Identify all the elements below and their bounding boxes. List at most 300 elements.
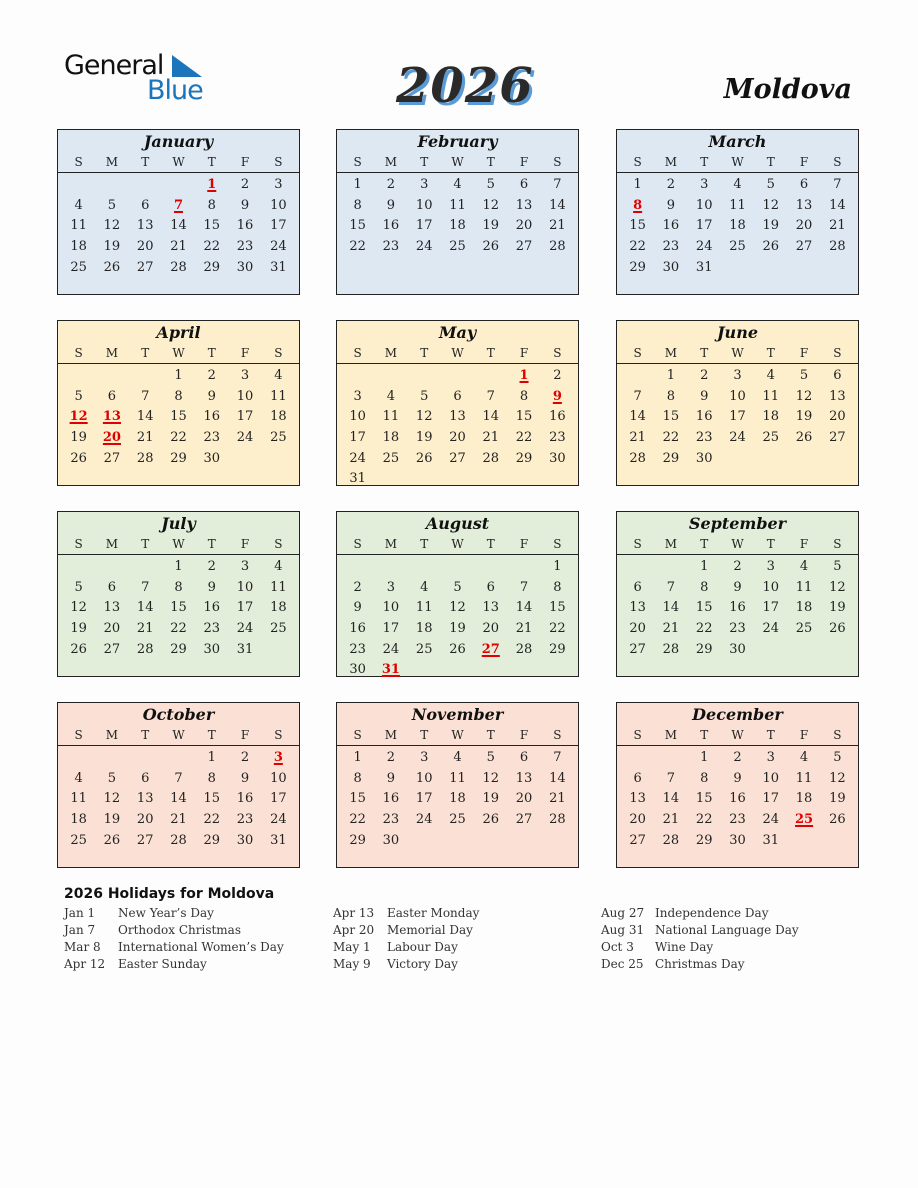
day-cell: 7 [519,579,529,595]
weekday-label: W [731,346,744,360]
day-cell: 10 [415,197,433,213]
day-cell: 18 [382,430,400,446]
month-name: June [716,323,758,342]
holiday-date: Aug 27 [601,906,645,920]
holiday-date: Apr 13 [333,906,375,920]
day-cell: 14 [482,409,500,425]
day-cell: 18 [795,791,813,807]
day-cell: 12 [103,791,121,807]
weekday-label: M [664,537,678,551]
weekday-label: T [207,346,216,360]
weekday-label: T [766,346,775,360]
day-cell: 17 [729,409,746,425]
weekday-header [337,343,578,364]
holiday-column [64,906,284,974]
weekday-label: T [486,155,495,169]
month-november [336,702,579,868]
holiday-row [64,940,284,957]
day-cell: 18 [449,791,466,807]
weekday-label: S [74,155,83,169]
day-cell: 24 [415,812,433,828]
day-cell: 6 [633,770,642,786]
holiday-day: 31 [381,662,400,678]
weekday-label: T [141,155,150,169]
day-cell: 20 [795,218,813,234]
weekday-label: T [141,537,150,551]
holiday-day: 1 [207,177,217,192]
weekday-label: F [240,346,250,360]
day-cell: 20 [136,239,154,255]
day-cell: 14 [515,600,533,616]
day-cell: 28 [170,832,187,848]
day-cell: 14 [170,791,187,807]
day-cell: 23 [695,430,713,446]
holiday-day: 8 [633,197,643,213]
holiday-row [601,940,799,957]
empty-cell [95,557,128,578]
day-cell: 5 [453,579,462,595]
empty-cell [95,748,128,769]
year-title: 2026 [396,58,534,114]
weekday-header [337,534,578,555]
day-cell: 10 [762,579,780,595]
empty-cell [507,557,540,578]
day-cell: 16 [203,409,221,425]
holiday-row [601,923,799,940]
day-cell: 10 [415,770,433,786]
day-cell: 1 [553,559,562,574]
day-cell: 25 [729,239,746,255]
day-cell: 23 [203,621,221,637]
logo-triangle-icon [172,55,202,77]
day-cell: 22 [203,239,221,255]
day-grid [58,746,299,851]
day-cell: 12 [795,388,813,404]
day-cell: 26 [103,259,121,275]
day-cell: 17 [270,791,287,807]
day-cell: 6 [107,388,117,404]
day-cell: 10 [382,600,400,616]
holiday-date: Dec 25 [601,957,644,971]
day-cell: 9 [207,579,216,595]
weekday-label: S [274,346,283,360]
weekday-label: F [519,155,529,169]
day-cell: 18 [762,409,780,425]
day-cell: 28 [515,641,533,657]
day-cell: 1 [633,177,642,192]
day-cell: 7 [553,177,562,192]
weekday-label: F [240,728,250,742]
day-cell: 22 [662,430,680,446]
day-cell: 27 [103,641,121,657]
empty-cell [654,557,687,578]
day-grid [617,364,858,469]
day-cell: 3 [420,177,429,192]
weekday-label: F [519,346,529,360]
holiday-column [601,906,799,974]
weekday-header [337,152,578,173]
day-cell: 28 [549,812,566,828]
day-cell: 21 [170,812,187,828]
day-grid [337,555,578,681]
day-cell: 5 [799,368,809,383]
day-cell: 3 [240,559,250,574]
day-cell: 15 [170,600,187,616]
empty-cell [129,366,162,387]
day-cell: 17 [349,430,366,446]
day-cell: 21 [136,430,154,446]
day-cell: 28 [482,450,500,466]
day-cell: 13 [515,197,533,213]
day-cell: 4 [799,559,809,574]
day-cell: 11 [270,579,287,595]
weekday-label: T [141,728,150,742]
month-name: October [142,705,215,724]
weekday-header [617,343,858,364]
day-cell: 2 [386,750,396,765]
day-cell: 14 [549,197,566,213]
month-name: May [438,323,477,342]
day-cell: 7 [666,579,676,595]
day-cell: 26 [482,812,500,828]
day-cell: 29 [170,450,187,466]
day-cell: 2 [666,177,676,192]
empty-cell [408,557,441,578]
day-cell: 3 [766,559,775,574]
weekday-label: S [833,537,842,551]
day-cell: 14 [662,600,680,616]
day-cell: 22 [170,430,187,446]
day-cell: 30 [549,450,566,466]
day-cell: 19 [829,791,846,807]
day-cell: 22 [549,621,566,637]
day-cell: 9 [386,197,396,213]
day-cell: 14 [629,409,646,425]
day-cell: 6 [486,579,495,595]
day-cell: 21 [170,239,187,255]
day-cell: 11 [415,600,433,616]
holiday-date: Mar 8 [64,940,101,954]
day-cell: 29 [203,832,221,848]
holiday-row [333,940,479,957]
holiday-row [333,923,479,940]
day-cell: 26 [70,450,87,466]
day-cell: 22 [695,812,713,828]
day-cell: 24 [762,812,780,828]
day-cell: 7 [833,177,842,192]
day-cell: 10 [349,409,366,425]
day-cell: 27 [103,450,121,466]
weekday-label: S [633,346,642,360]
day-cell: 29 [203,259,221,275]
day-cell: 5 [833,559,842,574]
day-cell: 16 [549,409,566,425]
day-cell: 11 [762,388,780,404]
day-cell: 5 [833,750,842,765]
empty-cell [62,557,95,578]
day-cell: 8 [174,579,183,595]
empty-cell [129,557,162,578]
weekday-header [58,152,299,173]
weekday-header [58,343,299,364]
holiday-row [601,957,799,974]
weekday-label: F [799,155,809,169]
day-cell: 24 [382,641,400,657]
day-cell: 6 [519,750,529,765]
day-cell: 15 [349,791,366,807]
empty-cell [95,366,128,387]
day-cell: 6 [519,177,529,192]
day-cell: 23 [729,621,746,637]
day-cell: 17 [695,218,713,234]
day-cell: 5 [486,177,495,192]
day-cell: 11 [449,197,466,213]
day-cell: 5 [74,579,83,595]
day-cell: 30 [695,450,713,466]
day-cell: 10 [270,197,287,213]
day-cell: 24 [349,450,366,466]
day-cell: 21 [549,791,566,807]
day-cell: 17 [270,218,287,234]
weekday-label: F [519,728,529,742]
weekday-label: F [799,537,809,551]
month-name: April [156,323,201,342]
day-cell: 27 [829,430,846,446]
month-name: March [708,132,767,151]
day-cell: 9 [666,197,676,213]
day-cell: 6 [633,579,642,595]
day-cell: 20 [136,812,154,828]
day-cell: 26 [482,239,500,255]
day-cell: 5 [486,750,495,765]
day-cell: 18 [70,239,87,255]
weekday-label: M [105,728,119,742]
day-cell: 30 [203,641,221,657]
day-cell: 25 [70,832,87,848]
holiday-row [333,906,479,923]
day-cell: 30 [203,450,221,466]
holiday-day: 27 [481,641,500,657]
day-cell: 13 [629,600,646,616]
day-cell: 8 [700,770,709,786]
holiday-name: Victory Day [387,957,458,971]
holiday-name: Independence Day [655,906,769,920]
day-grid [617,746,858,851]
day-cell: 12 [70,600,87,616]
day-cell: 13 [103,600,121,616]
day-cell: 15 [662,409,680,425]
weekday-label: T [486,537,495,551]
month-name: September [688,514,787,533]
weekday-label: S [74,728,83,742]
day-cell: 30 [729,641,746,657]
day-cell: 19 [415,430,433,446]
day-cell: 2 [240,177,250,192]
holiday-day: 3 [273,750,283,765]
day-cell: 29 [629,259,646,275]
weekday-label: T [700,537,709,551]
day-cell: 14 [829,197,846,213]
weekday-label: T [700,155,709,169]
day-cell: 13 [629,791,646,807]
day-grid [337,746,578,851]
month-october [57,702,300,868]
day-cell: 23 [382,812,400,828]
day-cell: 12 [829,579,846,595]
day-grid [58,555,299,660]
day-cell: 9 [207,388,216,404]
holiday-date: May 1 [333,940,371,954]
day-cell: 21 [136,621,154,637]
day-cell: 27 [795,239,813,255]
day-cell: 30 [349,662,366,678]
day-cell: 25 [382,450,400,466]
weekday-label: S [553,346,562,360]
weekday-label: S [633,728,642,742]
holiday-name: Easter Monday [387,906,480,920]
holiday-date: Aug 31 [601,923,645,937]
country-title: Moldova [723,74,852,105]
day-cell: 18 [270,600,287,616]
holiday-date: Apr 12 [64,957,106,971]
day-cell: 14 [170,218,187,234]
day-cell: 24 [236,621,254,637]
month-name: August [425,514,490,533]
day-cell: 30 [662,259,680,275]
holiday-day: 12 [69,409,88,425]
day-cell: 31 [695,259,713,275]
empty-cell [62,175,95,196]
day-cell: 1 [700,559,709,574]
day-cell: 12 [482,197,500,213]
day-cell: 8 [207,197,216,213]
day-cell: 28 [662,641,680,657]
day-cell: 5 [766,177,775,192]
day-cell: 12 [415,409,433,425]
weekday-label: T [766,728,775,742]
day-cell: 16 [382,791,400,807]
month-name: December [692,705,783,724]
day-cell: 12 [482,770,500,786]
day-cell: 16 [729,791,746,807]
day-cell: 10 [236,388,254,404]
holiday-date: Jan 1 [64,906,96,920]
day-cell: 19 [449,621,466,637]
weekday-label: M [384,155,398,169]
day-cell: 14 [549,770,566,786]
day-cell: 23 [236,812,254,828]
empty-cell [654,748,687,769]
weekday-label: S [833,728,842,742]
weekday-label: W [172,728,185,742]
day-cell: 23 [729,812,746,828]
day-cell: 26 [103,832,121,848]
general-blue-logo [64,50,214,108]
day-cell: 19 [762,218,780,234]
day-cell: 6 [141,770,150,786]
holiday-row [64,923,284,940]
day-cell: 13 [482,600,500,616]
day-cell: 28 [662,832,680,848]
weekday-header [58,534,299,555]
day-cell: 25 [449,812,466,828]
weekday-label: W [731,728,744,742]
day-cell: 30 [236,832,254,848]
weekday-label: S [74,346,83,360]
day-cell: 4 [733,177,742,192]
weekday-label: M [384,728,398,742]
weekday-label: M [664,728,678,742]
weekday-label: T [486,346,495,360]
weekday-label: M [384,346,398,360]
day-cell: 31 [270,259,287,275]
day-cell: 3 [240,368,250,383]
day-cell: 6 [141,197,150,213]
weekday-label: F [519,537,529,551]
weekday-label: W [172,537,185,551]
day-cell: 28 [829,239,846,255]
day-cell: 1 [700,750,709,765]
weekday-label: T [207,537,216,551]
holiday-name: New Year’s Day [118,906,214,920]
holiday-date: May 9 [333,957,371,971]
empty-cell [621,366,654,387]
day-cell: 17 [236,409,254,425]
day-cell: 7 [141,388,150,404]
day-cell: 16 [349,621,366,637]
day-cell: 16 [236,791,254,807]
day-cell: 21 [629,430,646,446]
day-cell: 11 [729,197,746,213]
day-cell: 26 [829,621,846,637]
day-cell: 8 [519,388,529,404]
day-cell: 18 [270,409,287,425]
day-cell: 29 [549,641,566,657]
day-cell: 1 [666,368,676,383]
weekday-label: S [274,728,283,742]
month-name: July [161,514,196,533]
weekday-header [617,725,858,746]
day-cell: 11 [449,770,466,786]
day-cell: 10 [270,770,287,786]
weekday-label: M [664,155,678,169]
day-cell: 15 [549,600,566,616]
holiday-row [64,906,284,923]
month-august [336,511,579,677]
month-name: November [411,705,504,724]
day-cell: 7 [141,579,150,595]
empty-cell [62,748,95,769]
day-cell: 19 [829,600,846,616]
day-cell: 17 [415,218,433,234]
day-cell: 8 [666,388,676,404]
day-cell: 10 [695,197,713,213]
holiday-name: Labour Day [387,940,458,954]
day-cell: 4 [766,368,775,383]
day-cell: 23 [203,430,221,446]
weekday-label: S [553,537,562,551]
weekday-header [617,152,858,173]
day-cell: 16 [382,218,400,234]
day-cell: 20 [515,218,533,234]
day-cell: 25 [449,239,466,255]
day-cell: 5 [420,388,429,404]
day-cell: 31 [270,832,287,848]
empty-cell [129,748,162,769]
day-cell: 23 [662,239,680,255]
day-cell: 23 [349,641,366,657]
day-cell: 20 [515,791,533,807]
